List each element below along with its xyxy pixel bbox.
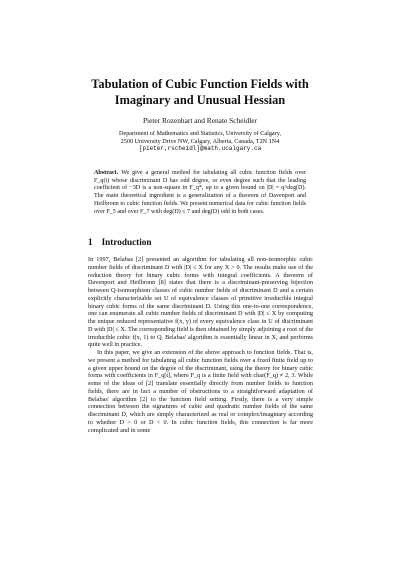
paper-authors: Pieter Rozenhart and Renate Scheidler	[142, 116, 258, 125]
title-line-2: Imaginary and Unusual Hessian	[114, 93, 286, 107]
body-paragraph-2: In this paper, we give an extension of the above approach to function fields. That is, we present a method for tabulating all cubic function fields over a fixed finite field up to a given upper bound on the degree of the discriminant, using the theory for binary cubic forms with coefficients in F_q[t], where F_q is a finite field with char(F_q) ≠ 2, 3. While some of the ideas of [2] translate essentially directly from number fields to function fields, there are in fact a number of obstructions to a straightforward adaptation of Belabas' algorithm [2] to the function field setting. Firstly, there is a very simple connection between the signatures of cubic and quadratic number fields of the same discriminant D, which are simply characterized as real or complex/imaginary according to whether D > 0 or D < 0. In cubic function fields, this connection is far more complicated and in some	[88, 349, 313, 434]
section-number: 1	[88, 237, 93, 247]
author-affiliation	[40, 130, 360, 153]
section-heading	[88, 237, 151, 248]
abstract	[94, 170, 306, 216]
body-paragraph-1: In 1997, Belabas [2] presented an algorithm for tabulating all non-isomorphic cubic number fields of discriminant D with |D| ≤ X for any X > 0. The results make use of the reduction theory for binary cubic forms with integral coefficients. A theorem of Davenport and Heilbronn [8] states that there is a discriminant-preserving bijection between Q-isomorphism classes of cubic number fields of discriminant D and a certain explicitly characterizable set U of equivalence classes of primitive irreducible integral binary cubic forms of the same discriminant D. Using this one-to-one correspondence, one can enumerate all cubic number fields of discriminant D with |D| ≤ X by computing the unique reduced representative f(x, y) of every equivalence class in U of discriminant D with |D| ≤ X. The corresponding field is then obtained by simply adjoining a root of the irreducible cubic f(x, 1) to Q. Belabas' algorithm is essentially linear in X, and performs quite well in practice.	[88, 256, 313, 349]
title-line-1: Tabulation of Cubic Function Fields with	[91, 77, 309, 91]
body-text	[88, 256, 313, 434]
abstract-label: Abstract.	[94, 170, 119, 176]
affiliation-line-1: Department of Mathematics and Statistics, University of Calgary,	[119, 130, 281, 137]
paper-title	[40, 76, 360, 108]
abstract-text: We give a general method for tabulating all cubic function fields over F_q(t) whose discriminant D has odd degree, or even degree such that the leading coefficient of −3D is a non-square in F_q*, up to a given bound on |D| = q^deg(D). The main theoretical ingredient is a generalization of a theorem of Davenport and Heilbronn to cubic function fields. We present numerical data for cubic function fields over F_5 and over F_7 with deg(D) ≤ 7 and deg(D) odd in both cases.	[94, 170, 306, 215]
affiliation-line-2: 2500 University Drive NW, Calgary, Alberta, Canada, T2N 1N4	[120, 137, 280, 145]
section-title: Introduction	[101, 237, 152, 247]
author-email: [pieter,rscheidl]@math.ucalgary.ca	[138, 145, 262, 153]
